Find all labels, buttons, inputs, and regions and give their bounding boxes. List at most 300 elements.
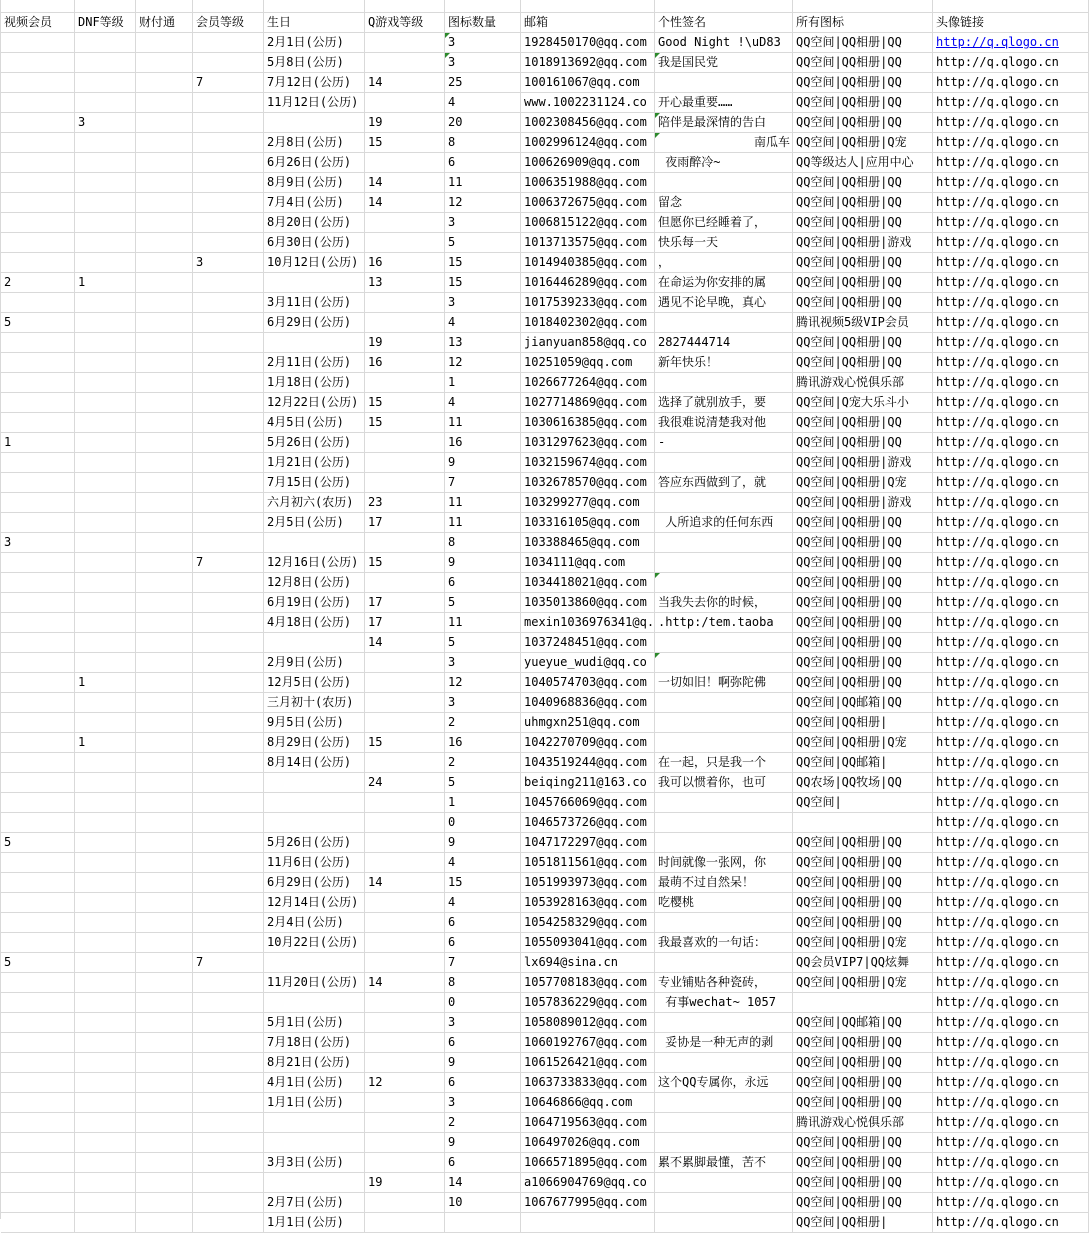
empty-cell-v[interactable]: [1, 0, 75, 13]
cell-v[interactable]: [1, 73, 75, 93]
cell-n[interactable]: 15: [445, 873, 521, 893]
cell-l[interactable]: [933, 353, 1089, 373]
cell-c[interactable]: [136, 473, 193, 493]
cell-c[interactable]: [136, 353, 193, 373]
cell-c[interactable]: [136, 1013, 193, 1033]
cell-b[interactable]: 7月18日(公历): [264, 1033, 365, 1053]
cell-i[interactable]: QQ空间|QQ相册|QQ: [793, 413, 933, 433]
cell-m[interactable]: [193, 233, 264, 253]
cell-s[interactable]: .http:/tem.taoba: [655, 613, 793, 633]
cell-n[interactable]: 10: [445, 1193, 521, 1213]
cell-b[interactable]: 9月5日(公历): [264, 713, 365, 733]
cell-v[interactable]: [1, 1033, 75, 1053]
cell-l[interactable]: [933, 73, 1089, 93]
cell-d[interactable]: 3: [75, 113, 136, 133]
cell-m[interactable]: [193, 313, 264, 333]
cell-q[interactable]: [365, 1193, 445, 1213]
cell-l[interactable]: [933, 993, 1089, 1013]
cell-l[interactable]: [933, 1173, 1089, 1193]
cell-e[interactable]: 1046573726@qq.com: [521, 813, 655, 833]
cell-n[interactable]: 9: [445, 1053, 521, 1073]
cell-v[interactable]: [1, 1193, 75, 1213]
cell-n[interactable]: 25: [445, 73, 521, 93]
cell-q[interactable]: 17: [365, 593, 445, 613]
cell-c[interactable]: [136, 1193, 193, 1213]
cell-q[interactable]: 17: [365, 613, 445, 633]
cell-q[interactable]: 19: [365, 333, 445, 353]
cell-s[interactable]: [655, 953, 793, 973]
cell-q[interactable]: [365, 833, 445, 853]
cell-v[interactable]: [1, 1153, 75, 1173]
cell-m[interactable]: [193, 373, 264, 393]
cell-i[interactable]: QQ空间|QQ相册|QQ: [793, 193, 933, 213]
cell-i[interactable]: QQ空间|QQ相册|QQ: [793, 593, 933, 613]
cell-v[interactable]: [1, 373, 75, 393]
cell-v[interactable]: 5: [1, 833, 75, 853]
cell-l[interactable]: [933, 733, 1089, 753]
cell-q[interactable]: [365, 433, 445, 453]
cell-b[interactable]: 12月22日(公历): [264, 393, 365, 413]
cell-c[interactable]: [136, 413, 193, 433]
cell-c[interactable]: [136, 693, 193, 713]
cell-i[interactable]: QQ空间|QQ相册|QQ: [793, 653, 933, 673]
cell-b[interactable]: 8月9日(公历): [264, 173, 365, 193]
cell-s[interactable]: [655, 313, 793, 333]
header-n[interactable]: 图标数量: [445, 13, 521, 33]
cell-d[interactable]: [75, 493, 136, 513]
cell-d[interactable]: [75, 393, 136, 413]
cell-i[interactable]: QQ空间|QQ相册|Q宠: [793, 933, 933, 953]
cell-i[interactable]: QQ空间|QQ邮箱|: [793, 753, 933, 773]
header-i[interactable]: 所有图标: [793, 13, 933, 33]
cell-m[interactable]: [193, 1173, 264, 1193]
cell-d[interactable]: [75, 413, 136, 433]
cell-b[interactable]: [264, 793, 365, 813]
cell-d[interactable]: [75, 713, 136, 733]
cell-v[interactable]: [1, 213, 75, 233]
cell-i[interactable]: QQ空间|QQ相册|QQ: [793, 673, 933, 693]
cell-b[interactable]: 2月5日(公历): [264, 513, 365, 533]
cell-d[interactable]: [75, 593, 136, 613]
cell-v[interactable]: [1, 413, 75, 433]
cell-b[interactable]: 4月1日(公历): [264, 1073, 365, 1093]
cell-l[interactable]: [933, 273, 1089, 293]
cell-v[interactable]: [1, 1073, 75, 1093]
header-c[interactable]: 财付通: [136, 13, 193, 33]
cell-m[interactable]: [193, 873, 264, 893]
cell-m[interactable]: [193, 1153, 264, 1173]
cell-d[interactable]: [75, 853, 136, 873]
cell-b[interactable]: [264, 773, 365, 793]
cell-n[interactable]: 6: [445, 1073, 521, 1093]
cell-v[interactable]: [1, 893, 75, 913]
cell-d[interactable]: [75, 53, 136, 73]
cell-b[interactable]: 8月20日(公历): [264, 213, 365, 233]
header-b[interactable]: 生日: [264, 13, 365, 33]
cell-q[interactable]: [365, 293, 445, 313]
cell-d[interactable]: [75, 573, 136, 593]
cell-l[interactable]: [933, 233, 1089, 253]
cell-i[interactable]: 腾讯游戏心悦俱乐部: [793, 373, 933, 393]
cell-b[interactable]: 10月12日(公历): [264, 253, 365, 273]
cell-d[interactable]: [75, 373, 136, 393]
cell-d[interactable]: [75, 753, 136, 773]
cell-c[interactable]: [136, 373, 193, 393]
cell-b[interactable]: 11月20日(公历): [264, 973, 365, 993]
cell-i[interactable]: QQ空间|QQ相册|QQ: [793, 253, 933, 273]
cell-q[interactable]: [365, 653, 445, 673]
cell-d[interactable]: [75, 553, 136, 573]
cell-e[interactable]: 1054258329@qq.com: [521, 913, 655, 933]
cell-d[interactable]: [75, 793, 136, 813]
cell-d[interactable]: [75, 73, 136, 93]
cell-q[interactable]: [365, 1113, 445, 1133]
cell-s[interactable]: 新年快乐！: [655, 353, 793, 373]
cell-b[interactable]: [264, 533, 365, 553]
cell-i[interactable]: QQ空间|QQ相册|QQ: [793, 573, 933, 593]
cell-e[interactable]: 100161067@qq.com: [521, 73, 655, 93]
cell-s[interactable]: [655, 533, 793, 553]
cell-s[interactable]: [655, 553, 793, 573]
cell-l[interactable]: [933, 913, 1089, 933]
cell-n[interactable]: 3: [445, 293, 521, 313]
cell-l[interactable]: [933, 653, 1089, 673]
cell-c[interactable]: [136, 1133, 193, 1153]
cell-s[interactable]: 专业铺贴各种瓷砖，: [655, 973, 793, 993]
cell-c[interactable]: [136, 513, 193, 533]
cell-v[interactable]: [1, 233, 75, 253]
cell-s[interactable]: [655, 1173, 793, 1193]
cell-l[interactable]: [933, 833, 1089, 853]
cell-l[interactable]: [933, 1113, 1089, 1133]
cell-q[interactable]: [365, 813, 445, 833]
cell-c[interactable]: [136, 193, 193, 213]
cell-v[interactable]: [1, 1133, 75, 1153]
cell-l[interactable]: [933, 793, 1089, 813]
cell-m[interactable]: [193, 693, 264, 713]
cell-s[interactable]: [655, 1093, 793, 1113]
cell-l[interactable]: [933, 953, 1089, 973]
cell-m[interactable]: [193, 173, 264, 193]
cell-s[interactable]: 2827444714: [655, 333, 793, 353]
cell-e[interactable]: 1060192767@qq.com: [521, 1033, 655, 1053]
cell-b[interactable]: 2月9日(公历): [264, 653, 365, 673]
cell-v[interactable]: [1, 253, 75, 273]
cell-d[interactable]: [75, 913, 136, 933]
cell-d[interactable]: [75, 953, 136, 973]
cell-e[interactable]: 1064719563@qq.com: [521, 1113, 655, 1133]
cell-l[interactable]: [933, 413, 1089, 433]
cell-v[interactable]: [1, 1013, 75, 1033]
cell-c[interactable]: [136, 1093, 193, 1113]
cell-n[interactable]: 4: [445, 93, 521, 113]
cell-e[interactable]: lx694@sina.cn: [521, 953, 655, 973]
cell-s[interactable]: Good Night !\uD83: [655, 33, 793, 53]
cell-i[interactable]: [793, 993, 933, 1013]
cell-i[interactable]: QQ空间|QQ相册|QQ: [793, 1153, 933, 1173]
cell-s[interactable]: 有事wechat~ 1057: [655, 993, 793, 1013]
cell-m[interactable]: 7: [193, 73, 264, 93]
cell-b[interactable]: [264, 1113, 365, 1133]
cell-i[interactable]: [793, 813, 933, 833]
header-s[interactable]: 个性签名: [655, 13, 793, 33]
cell-e[interactable]: 1928450170@qq.com: [521, 33, 655, 53]
cell-m[interactable]: [193, 353, 264, 373]
cell-l[interactable]: [933, 1153, 1089, 1173]
cell-e[interactable]: beiqing211@163.co: [521, 773, 655, 793]
cell-s[interactable]: 这个QQ专属你，永远: [655, 1073, 793, 1093]
cell-b[interactable]: [264, 1133, 365, 1153]
cell-n[interactable]: 9: [445, 553, 521, 573]
cell-q[interactable]: [365, 1133, 445, 1153]
cell-b[interactable]: 8月29日(公历): [264, 733, 365, 753]
cell-d[interactable]: [75, 513, 136, 533]
cell-i[interactable]: QQ空间|QQ相册|QQ: [793, 633, 933, 653]
cell-l[interactable]: [933, 713, 1089, 733]
cell-q[interactable]: 13: [365, 273, 445, 293]
cell-c[interactable]: [136, 653, 193, 673]
cell-c[interactable]: [136, 1113, 193, 1133]
cell-q[interactable]: 15: [365, 393, 445, 413]
cell-e[interactable]: 1037248451@qq.com: [521, 633, 655, 653]
cell-i[interactable]: QQ空间|QQ相册|QQ: [793, 113, 933, 133]
cell-m[interactable]: 7: [193, 953, 264, 973]
cell-e[interactable]: 1006372675@qq.com: [521, 193, 655, 213]
cell-n[interactable]: 9: [445, 1133, 521, 1153]
cell-q[interactable]: [365, 153, 445, 173]
cell-s[interactable]: [655, 653, 793, 673]
cell-e[interactable]: 1067677995@qq.com: [521, 1193, 655, 1213]
cell-q[interactable]: [365, 713, 445, 733]
cell-s[interactable]: 一切如旧！啊弥陀佛: [655, 673, 793, 693]
cell-b[interactable]: 1月1日(公历): [264, 1093, 365, 1113]
cell-s[interactable]: [655, 173, 793, 193]
cell-d[interactable]: [75, 313, 136, 333]
cell-q[interactable]: 14: [365, 193, 445, 213]
cell-m[interactable]: [193, 833, 264, 853]
cell-e[interactable]: 1051993973@qq.com: [521, 873, 655, 893]
cell-i[interactable]: QQ空间|QQ相册|QQ: [793, 893, 933, 913]
cell-e[interactable]: 103316105@qq.com: [521, 513, 655, 533]
cell-i[interactable]: QQ空间|QQ相册|: [793, 1213, 933, 1233]
cell-m[interactable]: [193, 1133, 264, 1153]
cell-s[interactable]: [655, 713, 793, 733]
cell-v[interactable]: [1, 753, 75, 773]
header-l[interactable]: 头像链接: [933, 13, 1089, 33]
cell-e[interactable]: 1042270709@qq.com: [521, 733, 655, 753]
cell-m[interactable]: [193, 393, 264, 413]
cell-l[interactable]: [933, 93, 1089, 113]
cell-s[interactable]: [655, 1013, 793, 1033]
header-d[interactable]: DNF等级: [75, 13, 136, 33]
cell-d[interactable]: [75, 133, 136, 153]
cell-c[interactable]: [136, 793, 193, 813]
cell-b[interactable]: 5月26日(公历): [264, 833, 365, 853]
cell-d[interactable]: [75, 613, 136, 633]
cell-i[interactable]: QQ空间|QQ相册|QQ: [793, 213, 933, 233]
cell-d[interactable]: [75, 533, 136, 553]
cell-b[interactable]: [264, 953, 365, 973]
cell-c[interactable]: [136, 1213, 193, 1233]
cell-b[interactable]: 12月14日(公历): [264, 893, 365, 913]
cell-d[interactable]: [75, 1153, 136, 1173]
cell-l[interactable]: [933, 373, 1089, 393]
empty-cell-e[interactable]: [521, 0, 655, 13]
cell-i[interactable]: QQ空间|Q宠大乐斗小: [793, 393, 933, 413]
cell-l[interactable]: [933, 553, 1089, 573]
cell-c[interactable]: [136, 613, 193, 633]
cell-l[interactable]: [933, 1133, 1089, 1153]
cell-e[interactable]: 1063733833@qq.com: [521, 1073, 655, 1093]
cell-e[interactable]: 1057708183@qq.com: [521, 973, 655, 993]
cell-q[interactable]: [365, 33, 445, 53]
cell-e[interactable]: 1066571895@qq.com: [521, 1153, 655, 1173]
cell-s[interactable]: 时间就像一张网，你: [655, 853, 793, 873]
cell-e[interactable]: 1040968836@qq.com: [521, 693, 655, 713]
cell-i[interactable]: QQ空间|QQ相册|QQ: [793, 293, 933, 313]
cell-d[interactable]: 1: [75, 673, 136, 693]
cell-e[interactable]: 106497026@qq.com: [521, 1133, 655, 1153]
cell-c[interactable]: [136, 1053, 193, 1073]
cell-n[interactable]: 2: [445, 753, 521, 773]
cell-s[interactable]: 陪伴是最深情的告白: [655, 113, 793, 133]
cell-c[interactable]: [136, 993, 193, 1013]
cell-v[interactable]: [1, 453, 75, 473]
cell-d[interactable]: [75, 153, 136, 173]
cell-n[interactable]: 15: [445, 253, 521, 273]
cell-c[interactable]: [136, 913, 193, 933]
cell-s[interactable]: 但愿你已经睡着了，: [655, 213, 793, 233]
cell-i[interactable]: QQ等级达人|应用中心: [793, 153, 933, 173]
cell-e[interactable]: 1058089012@qq.com: [521, 1013, 655, 1033]
cell-c[interactable]: [136, 313, 193, 333]
cell-e[interactable]: 1032678570@qq.com: [521, 473, 655, 493]
cell-v[interactable]: [1, 513, 75, 533]
cell-q[interactable]: 14: [365, 73, 445, 93]
cell-b[interactable]: [264, 113, 365, 133]
cell-e[interactable]: 10646866@qq.com: [521, 1093, 655, 1113]
cell-i[interactable]: QQ空间|QQ相册|QQ: [793, 873, 933, 893]
cell-i[interactable]: QQ空间|QQ相册|QQ: [793, 53, 933, 73]
cell-i[interactable]: QQ空间|QQ相册|QQ: [793, 1133, 933, 1153]
cell-c[interactable]: [136, 833, 193, 853]
cell-m[interactable]: [193, 653, 264, 673]
cell-i[interactable]: 腾讯游戏心悦俱乐部: [793, 1113, 933, 1133]
cell-b[interactable]: 2月11日(公历): [264, 353, 365, 373]
cell-n[interactable]: 6: [445, 573, 521, 593]
cell-c[interactable]: [136, 873, 193, 893]
cell-i[interactable]: QQ空间|QQ相册|QQ: [793, 73, 933, 93]
cell-n[interactable]: 6: [445, 913, 521, 933]
cell-v[interactable]: [1, 813, 75, 833]
cell-m[interactable]: [193, 733, 264, 753]
cell-e[interactable]: 1051811561@qq.com: [521, 853, 655, 873]
cell-e[interactable]: www.1002231124.co: [521, 93, 655, 113]
cell-v[interactable]: [1, 773, 75, 793]
cell-n[interactable]: 6: [445, 1153, 521, 1173]
cell-d[interactable]: [75, 173, 136, 193]
cell-n[interactable]: 9: [445, 833, 521, 853]
cell-s[interactable]: [655, 733, 793, 753]
cell-e[interactable]: 1040574703@qq.com: [521, 673, 655, 693]
header-m[interactable]: 会员等级: [193, 13, 264, 33]
cell-n[interactable]: 15: [445, 273, 521, 293]
cell-c[interactable]: [136, 1033, 193, 1053]
cell-b[interactable]: 5月26日(公历): [264, 433, 365, 453]
cell-d[interactable]: [75, 33, 136, 53]
cell-d[interactable]: 1: [75, 273, 136, 293]
cell-q[interactable]: [365, 893, 445, 913]
cell-m[interactable]: [193, 933, 264, 953]
cell-v[interactable]: 2: [1, 273, 75, 293]
cell-m[interactable]: [193, 93, 264, 113]
cell-v[interactable]: [1, 1093, 75, 1113]
cell-q[interactable]: [365, 373, 445, 393]
cell-v[interactable]: [1, 613, 75, 633]
cell-m[interactable]: [193, 33, 264, 53]
cell-e[interactable]: 1043519244@qq.com: [521, 753, 655, 773]
cell-i[interactable]: QQ空间|QQ相册|Q宠: [793, 733, 933, 753]
cell-c[interactable]: [136, 213, 193, 233]
cell-e[interactable]: 1034111@qq.com: [521, 553, 655, 573]
cell-s[interactable]: 我可以惯着你，也可: [655, 773, 793, 793]
cell-v[interactable]: [1, 293, 75, 313]
cell-i[interactable]: QQ空间|QQ相册|QQ: [793, 1093, 933, 1113]
cell-m[interactable]: [193, 513, 264, 533]
cell-v[interactable]: [1, 93, 75, 113]
cell-n[interactable]: 6: [445, 1033, 521, 1053]
cell-s[interactable]: [655, 1213, 793, 1233]
cell-n[interactable]: 11: [445, 173, 521, 193]
cell-d[interactable]: 1: [75, 733, 136, 753]
cell-i[interactable]: QQ空间|QQ相册|QQ: [793, 93, 933, 113]
cell-i[interactable]: QQ空间|QQ相册|QQ: [793, 1053, 933, 1073]
cell-c[interactable]: [136, 573, 193, 593]
cell-d[interactable]: [75, 1133, 136, 1153]
cell-i[interactable]: QQ空间|QQ相册|: [793, 713, 933, 733]
cell-e[interactable]: 10251059@qq.com: [521, 353, 655, 373]
cell-b[interactable]: 7月12日(公历): [264, 73, 365, 93]
cell-q[interactable]: [365, 533, 445, 553]
cell-c[interactable]: [136, 173, 193, 193]
cell-n[interactable]: 8: [445, 133, 521, 153]
cell-c[interactable]: [136, 853, 193, 873]
cell-d[interactable]: [75, 433, 136, 453]
cell-s[interactable]: [655, 1193, 793, 1213]
cell-n[interactable]: 4: [445, 393, 521, 413]
cell-m[interactable]: [193, 1073, 264, 1093]
cell-e[interactable]: 1030616385@qq.com: [521, 413, 655, 433]
cell-m[interactable]: [193, 113, 264, 133]
cell-l[interactable]: [933, 853, 1089, 873]
cell-q[interactable]: [365, 313, 445, 333]
cell-v[interactable]: [1, 193, 75, 213]
cell-e[interactable]: 1002308456@qq.com: [521, 113, 655, 133]
cell-l[interactable]: [933, 1193, 1089, 1213]
cell-s[interactable]: [655, 493, 793, 513]
cell-i[interactable]: QQ空间|QQ相册|QQ: [793, 533, 933, 553]
cell-n[interactable]: 6: [445, 933, 521, 953]
cell-v[interactable]: [1, 1173, 75, 1193]
cell-n[interactable]: 3: [445, 53, 521, 73]
cell-c[interactable]: [136, 593, 193, 613]
cell-n[interactable]: 12: [445, 193, 521, 213]
cell-e[interactable]: 1006351988@qq.com: [521, 173, 655, 193]
cell-e[interactable]: 1016446289@qq.com: [521, 273, 655, 293]
cell-s[interactable]: 遇见不论早晚，真心: [655, 293, 793, 313]
cell-q[interactable]: [365, 693, 445, 713]
cell-i[interactable]: QQ空间|QQ相册|QQ: [793, 513, 933, 533]
